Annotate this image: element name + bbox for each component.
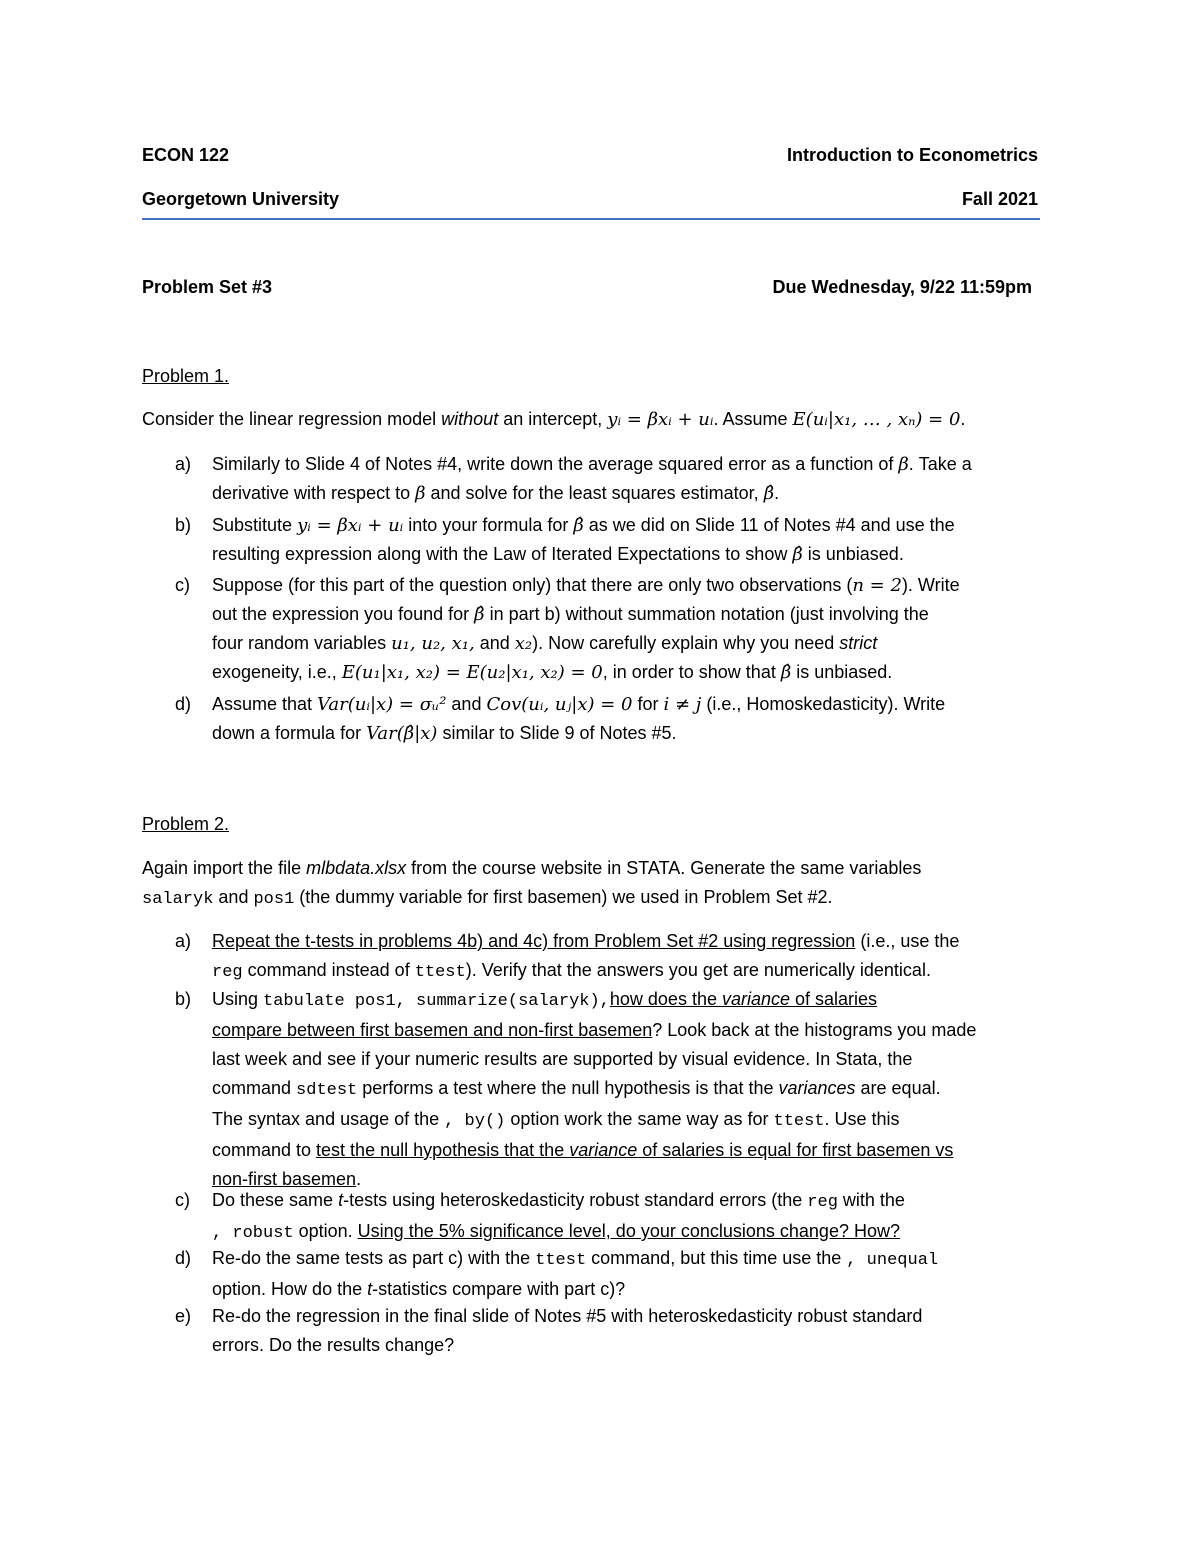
course-title: Introduction to Econometrics <box>786 145 1038 165</box>
item-line <box>212 956 1062 987</box>
text: resulting expression along with the Law of Iterated Expectations to show <box>212 544 793 564</box>
item-line <box>212 927 1062 956</box>
item-body <box>212 1186 1062 1248</box>
text: , in order to show that <box>602 662 781 682</box>
math: β <box>415 483 426 504</box>
math: n = 2 <box>852 575 902 596</box>
item-body <box>212 571 1062 687</box>
item-line: Re-do the regression in the final slide of Notes #5 with heteroskedasticity robust standard <box>212 1306 923 1326</box>
item-body <box>212 511 1062 569</box>
text: option work the same way as for <box>505 1109 774 1129</box>
item-label: b) <box>175 515 192 535</box>
file-name: mlbdata.xlsx <box>306 858 407 878</box>
item-line <box>212 479 1062 508</box>
math: Var(uᵢ|x) = σᵤ² <box>317 694 447 715</box>
text: as we did on Slide 11 of Notes #4 and use the <box>583 515 955 535</box>
item-line <box>212 1074 1062 1105</box>
item-line <box>212 985 1062 1016</box>
math: β̂ <box>792 544 803 565</box>
text: command instead of <box>242 960 415 980</box>
underlined-emph: variance <box>721 989 791 1009</box>
item-line <box>212 1186 1062 1217</box>
item-line <box>212 511 1062 540</box>
course-code: ECON 122 <box>142 145 230 165</box>
text: (the dummy variable for first basemen) we used in Problem Set #2. <box>294 887 833 907</box>
item-line <box>212 1105 1062 1136</box>
text: down a formula for <box>212 723 367 743</box>
math: β̂ <box>780 662 792 683</box>
text: for <box>632 694 664 714</box>
intro-text: an intercept, <box>498 409 608 429</box>
text: command, but this time use the <box>586 1248 847 1268</box>
text: and <box>446 694 487 714</box>
item-line: errors. Do the results change? <box>212 1335 455 1355</box>
math: E(u₁|x₁, x₂) = E(u₂|x₁, x₂) = 0 <box>341 662 603 683</box>
item-label: c) <box>175 575 190 595</box>
item-label: e) <box>175 1306 192 1326</box>
intro-text: . <box>960 409 966 429</box>
item-label: d) <box>175 694 192 714</box>
item-line <box>212 629 1062 658</box>
text: command to <box>212 1140 317 1160</box>
text: Substitute <box>212 515 298 535</box>
text: out the expression you found for <box>212 604 475 624</box>
text: -statistics compare with part c)? <box>372 1279 626 1299</box>
intro-text: . Assume <box>713 409 793 429</box>
exogeneity-equation: E(uᵢ|x₁, … , xₙ) = 0 <box>792 409 961 430</box>
text: The syntax and usage of the <box>212 1109 445 1129</box>
intro-line <box>142 883 1072 914</box>
text: into your formula for <box>403 515 574 535</box>
item-label: a) <box>175 454 192 474</box>
problem-2-title: Problem 2. <box>142 814 230 834</box>
code: , unequal <box>846 1251 939 1270</box>
item-line <box>212 450 1062 479</box>
item-line <box>212 1275 1062 1304</box>
emph: t <box>367 1279 373 1299</box>
text: and solve for the least squares estimator, <box>425 483 764 503</box>
text: is unbiased. <box>802 544 904 564</box>
item-label: c) <box>175 1190 190 1210</box>
emph: variances <box>778 1078 856 1098</box>
code: sdtest <box>296 1081 358 1100</box>
item-body <box>212 1302 1062 1360</box>
text: four random variables <box>212 633 392 653</box>
text: Similarly to Slide 4 of Notes #4, write down the average squared error as a function of <box>212 454 899 474</box>
underlined-emph: variance <box>569 1140 638 1160</box>
underlined-text: of salaries <box>790 989 878 1009</box>
text: . Use this <box>824 1109 900 1129</box>
text: Re-do the same tests as part c) with the <box>212 1248 536 1268</box>
text: option. <box>293 1221 358 1241</box>
math: i ≠ j <box>663 694 702 715</box>
text: Suppose (for this part of the question only) that there are only two observations ( <box>212 575 853 595</box>
intro-emph: without <box>441 409 499 429</box>
text: Again import the file <box>142 858 307 878</box>
header-divider <box>142 218 1040 220</box>
item-body <box>212 927 1062 987</box>
text: exogeneity, i.e., <box>212 662 342 682</box>
text: option. How do the <box>212 1279 368 1299</box>
item-body <box>212 690 1062 748</box>
underlined-text: compare between first basemen and non-first basemen <box>212 1020 653 1040</box>
header-row-3 <box>142 277 1032 298</box>
text: ). Verify that the answers you get are numerically identical. <box>465 960 931 980</box>
code: salaryk <box>142 890 214 909</box>
text: ). Write <box>901 575 960 595</box>
item-body <box>212 450 1062 508</box>
problem-2-intro <box>142 854 1072 914</box>
text: performs a test where the null hypothesis is that the <box>357 1078 779 1098</box>
text: in part b) without summation notation (just involving the <box>484 604 929 624</box>
code: reg <box>807 1193 838 1212</box>
math: u₁, u₂, x₁, <box>391 633 475 654</box>
math: β̂ <box>474 604 485 625</box>
model-equation: yᵢ = βxᵢ + uᵢ <box>607 409 714 430</box>
text: is unbiased. <box>791 662 893 682</box>
item-line <box>212 1244 1062 1275</box>
intro-text: Consider the linear regression model <box>142 409 442 429</box>
term: Fall 2021 <box>961 189 1038 209</box>
text: are equal. <box>855 1078 941 1098</box>
text: and <box>474 633 515 653</box>
text: and <box>213 887 254 907</box>
item-line <box>212 571 1062 600</box>
text: -tests using heteroskedasticity robust standard errors (the <box>343 1190 808 1210</box>
problem-set-title: Problem Set #3 <box>142 277 273 297</box>
math: β̂ <box>573 515 584 536</box>
text: (i.e., Homoskedasticity). Write <box>701 694 946 714</box>
item-body <box>212 1244 1062 1304</box>
underlined-text: non-first basemen <box>212 1169 357 1189</box>
item-line <box>212 719 1062 748</box>
problem-1-intro <box>142 405 1072 434</box>
underlined-text: of salaries is equal for first basemen vs <box>637 1140 954 1160</box>
math: Var(β̂|x) <box>366 723 438 744</box>
university-name: Georgetown University <box>142 189 340 209</box>
code: reg <box>212 963 243 982</box>
code: ttest <box>773 1112 825 1131</box>
text: with the <box>837 1190 905 1210</box>
due-date: Due Wednesday, 9/22 11:59pm <box>772 277 1032 297</box>
item-line <box>212 600 1062 629</box>
item-line <box>212 1045 1062 1074</box>
text: Assume that <box>212 694 318 714</box>
code: , robust <box>212 1224 294 1243</box>
math: Cov(uᵢ, uⱼ|x) = 0 <box>486 694 633 715</box>
math: β <box>898 454 909 475</box>
item-line <box>212 1016 1062 1045</box>
text: from the course website in STATA. Generate the same variables <box>406 858 922 878</box>
text: (i.e., use the <box>855 931 960 951</box>
header-row-2 <box>142 189 1038 210</box>
emph: strict <box>839 633 878 653</box>
text: derivative with respect to <box>212 483 416 503</box>
code: ttest <box>535 1251 587 1270</box>
text: . <box>356 1169 362 1189</box>
item-body <box>212 985 1062 1194</box>
underlined-text: test the null hypothesis that the <box>316 1140 570 1160</box>
text: Using <box>212 989 264 1009</box>
text: . Take a <box>908 454 972 474</box>
item-label: b) <box>175 989 192 1009</box>
text: ? Look back at the histograms you made <box>652 1020 977 1040</box>
item-label: d) <box>175 1248 192 1268</box>
code: ttest <box>414 963 466 982</box>
math: x₂ <box>514 633 533 654</box>
underlined-text: Using the 5% significance level, do your conclusions change? How? <box>357 1221 900 1241</box>
text: last week and see if your numeric results are supported by visual evidence. In Stata, the <box>212 1049 913 1069</box>
code: tabulate pos1, summarize(salaryk), <box>263 992 610 1011</box>
code: , by() <box>444 1112 506 1131</box>
text: similar to Slide 9 of Notes #5. <box>437 723 677 743</box>
text: command <box>212 1078 297 1098</box>
item-line <box>212 690 1062 719</box>
item-line <box>212 658 1062 687</box>
item-line <box>212 540 1062 569</box>
problem-1-title: Problem 1. <box>142 366 230 386</box>
underlined-text: how does the <box>609 989 722 1009</box>
underlined-text: Repeat the t-tests in problems 4b) and 4c) from Problem Set #2 using regression <box>212 931 856 951</box>
text: . <box>774 483 780 503</box>
emph: t <box>338 1190 344 1210</box>
intro-line <box>142 854 1072 883</box>
code: pos1 <box>253 890 295 909</box>
text: Do these same <box>212 1190 339 1210</box>
header-row-1 <box>142 145 1038 166</box>
text: ). Now carefully explain why you need <box>532 633 840 653</box>
item-label: a) <box>175 931 192 951</box>
math: β̂ <box>763 483 775 504</box>
math: yᵢ = βxᵢ + uᵢ <box>297 515 404 536</box>
item-line <box>212 1136 1062 1165</box>
